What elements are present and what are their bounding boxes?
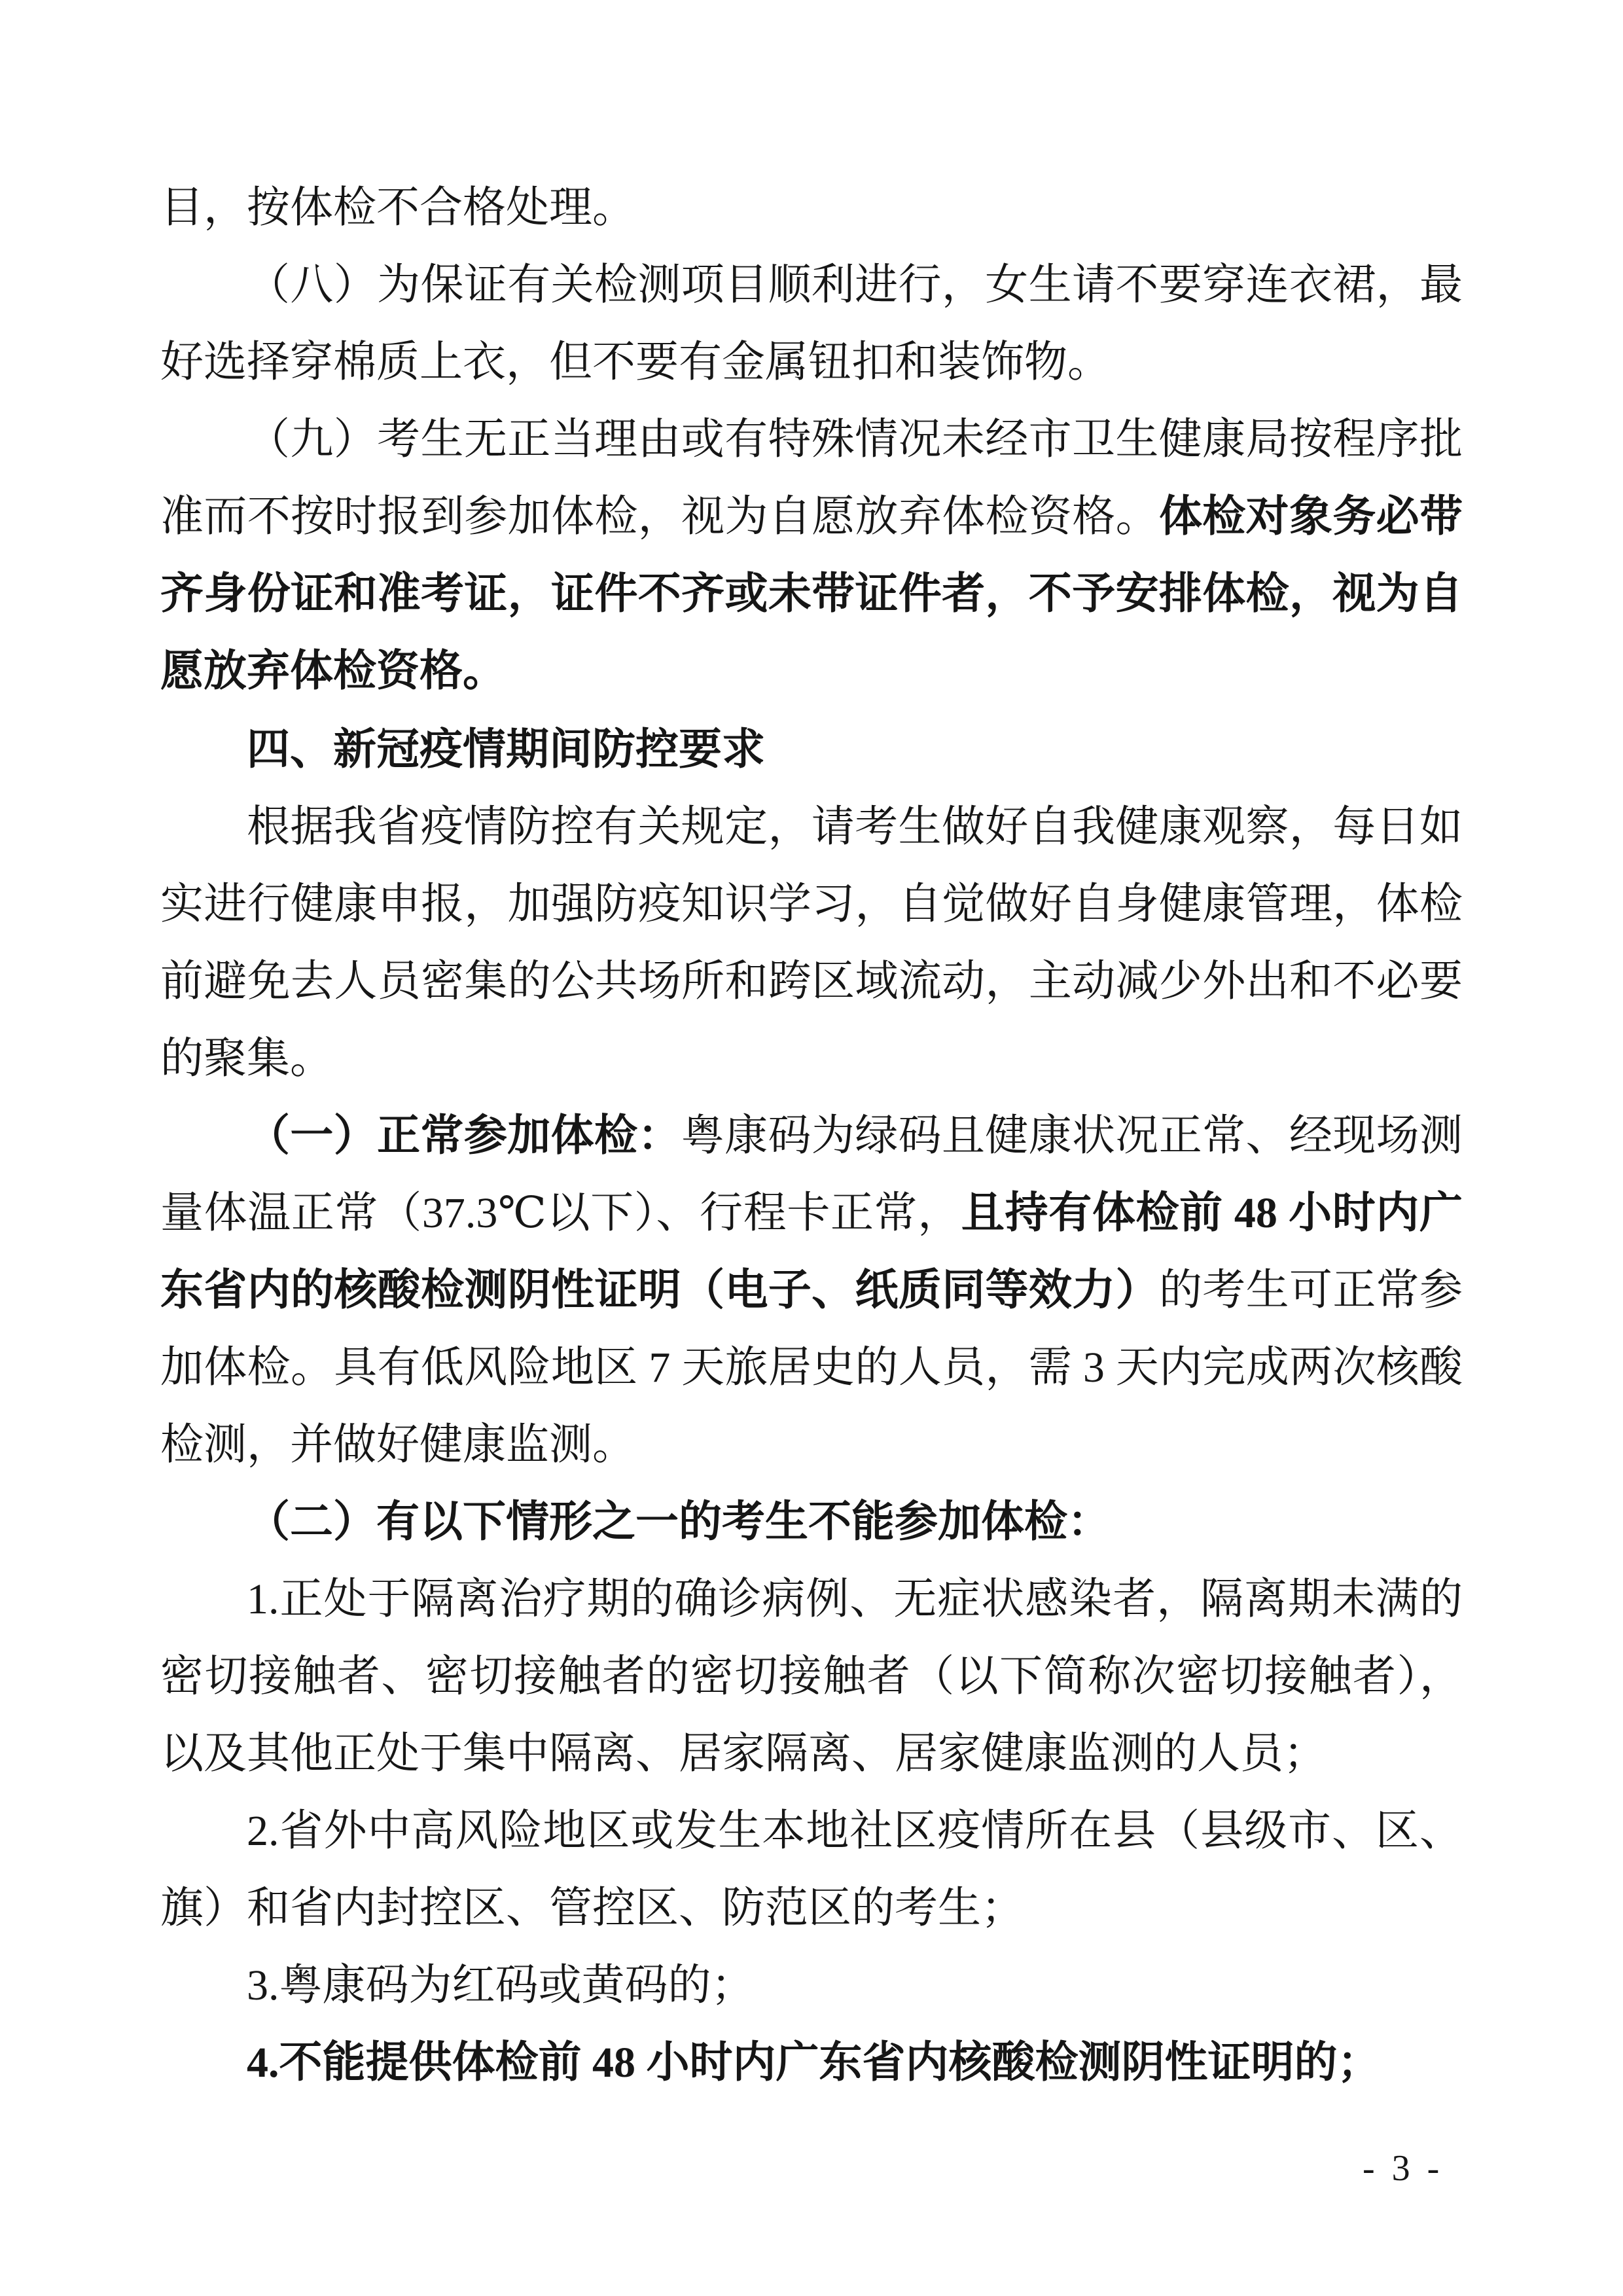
- text-run-bold: 4.不能提供体检前 48 小时内广东省内核酸检测阴性证明的；: [247, 2039, 1381, 2087]
- text-run-bold: （一）正常参加体检：: [247, 1112, 681, 1160]
- text-run: 粤康码为绿码且健康状况正常、经现场测量体温正常（37.3℃以下）、行程卡正常，: [160, 1112, 1463, 1237]
- para-case-1: [160, 1561, 1463, 1793]
- para-continuation: [160, 170, 1463, 247]
- para-subitem-1: [160, 1098, 1463, 1484]
- text-run: 2.省外中高风险地区或发生本地社区疫情所在县（县级市、区、旗）和省内封控区、管控区、防范区的考生；: [160, 1807, 1463, 1932]
- page-number: - 3 -: [1363, 2148, 1444, 2189]
- para-item-9: [160, 401, 1463, 710]
- para-case-4: [160, 2024, 1463, 2102]
- para-case-3: [160, 1947, 1463, 2024]
- document-body: [160, 170, 1463, 2102]
- text-run-bold: 体检对象务必带齐身份证和准考证，证件不齐或未带证件者，不予安排体检，视为自愿放弃体检资格。: [160, 493, 1463, 695]
- text-run-bold: （二）有以下情形之一的考生不能参加体检：: [247, 1498, 1111, 1546]
- para-epidemic-intro: [160, 789, 1463, 1098]
- para-subitem-2: [160, 1484, 1463, 1561]
- text-run: （九）考生无正当理由或有特殊情况未经市卫生健康局按程序批准而不按时报到参加体检，视为自愿放弃体检资格。: [160, 416, 1463, 541]
- text-run-bold: 四、新冠疫情期间防控要求: [247, 725, 765, 773]
- para-item-8: [160, 247, 1463, 401]
- text-run: 3.粤康码为红码或黄码的；: [247, 1962, 755, 2009]
- text-run: （八）为保证有关检测项目顺利进行，女生请不要穿连衣裙，最好选择穿棉质上衣，但不要有金属钮扣和装饰物。: [160, 261, 1463, 386]
- text-run: 的考生可正常参加体检。具有低风险地区 7 天旅居史的人员，需 3 天内完成两次核酸检测，并做好健康监测。: [160, 1266, 1463, 1469]
- text-run: 1.正处于隔离治疗期的确诊病例、无症状感染者，隔离期未满的密切接触者、密切接触者的密切接触者（以下简称次密切接触者），以及其他正处于集中隔离、居家隔离、居家健康监测的人员；: [160, 1575, 1463, 1778]
- text-run-bold: 且持有体检前 48 小时内广东省内的核酸检测阴性证明（电子、纸质同等效力）: [160, 1189, 1463, 1314]
- para-section-4-heading: [160, 710, 1463, 789]
- text-run: 根据我省疫情防控有关规定，请考生做好自我健康观察，每日如实进行健康申报，加强防疫知识学习，自觉做好自身健康管理，体检前避免去人员密集的公共场所和跨区域流动，主动减少外出和不必要的聚集。: [160, 803, 1463, 1083]
- text-run: 目，按体检不合格处理。: [160, 184, 635, 232]
- para-case-2: [160, 1793, 1463, 1947]
